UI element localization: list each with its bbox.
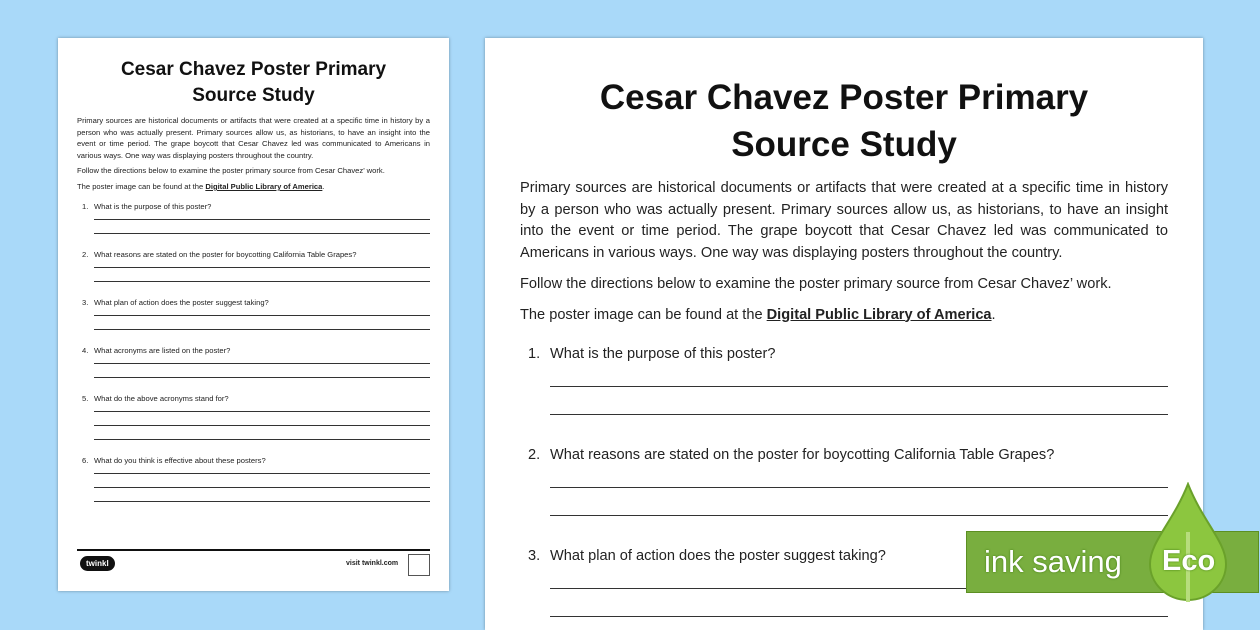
eco-label: Eco [1162, 545, 1216, 577]
answer-line[interactable] [94, 501, 430, 502]
dpla-link[interactable]: Digital Public Library of America [766, 306, 992, 323]
poster-prefix: The poster image can be found at the [520, 306, 767, 323]
question-number: 2. [528, 447, 541, 464]
answer-line[interactable] [94, 439, 430, 440]
answer-line[interactable] [94, 329, 430, 330]
poster-prefix: The poster image can be found at the [77, 181, 206, 191]
question [77, 345, 430, 378]
answer-line[interactable] [550, 414, 1168, 415]
question-number: 2. [82, 249, 89, 259]
answer-line[interactable] [550, 386, 1168, 387]
question [77, 393, 430, 440]
poster-source-text [77, 181, 430, 193]
question-text: What plan of action does the poster suggest taking? [550, 548, 886, 565]
question-row [82, 249, 430, 261]
question-text: What do the above acronyms stand for? [94, 393, 229, 403]
directions-text: Follow the directions below to examine the poster primary source from Cesar Chavez’ work. [520, 275, 1112, 292]
question-number: 5. [82, 393, 89, 403]
question-text: What is the purpose of this poster? [550, 346, 776, 363]
ink-saving-label: ink saving [984, 544, 1122, 579]
intro-paragraph: Primary sources are historical documents or artifacts that were created at a specific time in history by a person who was actually present. Primary sources allow us, as historians, to have an insight into the event or time period. The grape boycott that Cesar Chavez led was communicated to Americans in various ways. One way was displaying posters throughout the country. [520, 180, 1168, 262]
intro-paragraph: Primary sources are historical documents or artifacts that were created at a specific time in history by a person who was actually present. Primary sources allow us, as historians, to have an insight into the event or time period. The grape boycott that Cesar Chavez led was communicated to Americans in various ways. One way was displaying posters throughout the country. [77, 116, 430, 160]
answer-line[interactable] [550, 487, 1168, 488]
quality-badge-icon [408, 554, 430, 576]
question-row [82, 297, 430, 309]
question [77, 249, 430, 282]
question-row [82, 345, 430, 357]
question-number: 3. [528, 548, 541, 565]
footer-divider [77, 549, 430, 551]
answer-line[interactable] [94, 363, 430, 364]
question-row [82, 455, 430, 467]
page-thumbnail [58, 38, 449, 591]
question-text: What reasons are stated on the poster for boycotting California Table Grapes? [550, 447, 1055, 464]
title-line: Source Study [731, 125, 957, 164]
question-row [82, 393, 430, 405]
title-line: Source Study [192, 85, 315, 106]
answer-line[interactable] [550, 616, 1168, 617]
answer-line[interactable] [94, 425, 430, 426]
worksheet-title [77, 57, 430, 109]
question [77, 455, 430, 502]
answer-line[interactable] [94, 487, 430, 488]
answer-line[interactable] [94, 315, 430, 316]
poster-suffix: . [322, 181, 325, 191]
question-number: 1. [82, 201, 89, 211]
answer-line[interactable] [94, 281, 430, 282]
answer-line[interactable] [94, 219, 430, 220]
question-list [77, 201, 430, 502]
question-number: 3. [82, 297, 89, 307]
answer-line[interactable] [94, 267, 430, 268]
title-line: Cesar Chavez Poster Primary [120, 59, 387, 80]
question [77, 201, 430, 234]
question-number: 1. [528, 346, 541, 363]
leaf-drop-icon [1148, 482, 1228, 602]
question [520, 344, 1168, 415]
answer-line[interactable] [94, 377, 430, 378]
question [77, 297, 430, 330]
question-text: What is the purpose of this poster? [94, 201, 212, 211]
answer-line[interactable] [94, 473, 430, 474]
poster-suffix: . [991, 306, 996, 323]
directions-text: Follow the directions below to examine the poster primary source from Cesar Chavez’ work. [77, 166, 385, 176]
question-text: What do you think is effective about these posters? [94, 455, 266, 465]
dpla-link[interactable]: Digital Public Library of America [205, 181, 323, 191]
answer-line[interactable] [94, 411, 430, 412]
worksheet-title [520, 74, 1168, 168]
question-text: What acronyms are listed on the poster? [94, 345, 231, 355]
visit-text: visit twinkl.com [346, 560, 399, 567]
question [520, 445, 1168, 516]
twinkl-logo: twinkl [80, 556, 115, 571]
question-number: 6. [82, 455, 89, 465]
title-line: Cesar Chavez Poster Primary [599, 78, 1089, 117]
question-text: What plan of action does the poster suggest taking? [94, 297, 269, 307]
answer-line[interactable] [550, 515, 1168, 516]
question-row [82, 201, 430, 213]
question-row [528, 344, 1168, 364]
question-row [528, 445, 1168, 465]
poster-source-text [520, 305, 1168, 327]
answer-line[interactable] [94, 233, 430, 234]
question-text: What reasons are stated on the poster for boycotting California Table Grapes? [94, 249, 357, 259]
question-number: 4. [82, 345, 89, 355]
